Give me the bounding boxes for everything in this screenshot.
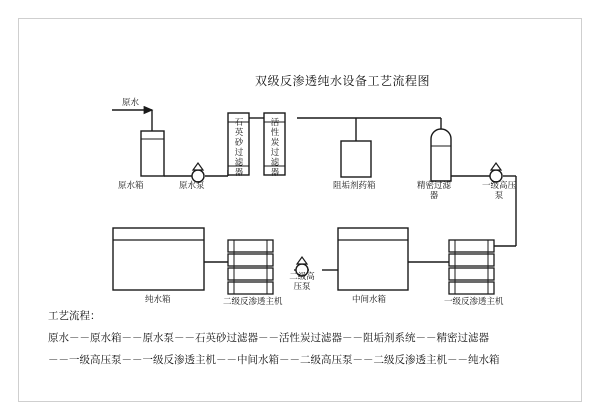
process-heading: 工艺流程：	[48, 310, 101, 322]
process-line-2: －－一级高压泵－－一级反渗透主机－－中间水箱－－二级高压泵－－二级反渗透主机－－纯水箱	[48, 354, 500, 366]
label-activated-carbon-filter: 活性炭过滤器	[270, 118, 280, 178]
first-stage-hp-pump-symbol	[490, 163, 502, 182]
label-second-stage-hp-pump: 二级高压泵	[289, 272, 315, 292]
first-stage-ro-unit-vessel	[449, 240, 494, 294]
second-stage-ro-unit-vessel	[228, 240, 273, 294]
inlet-label: 原水	[122, 98, 140, 108]
raw-water-pump-symbol	[192, 163, 204, 182]
label-scale-inhibitor-tank: 阻垢剂药箱	[333, 181, 376, 191]
intermediate-tank-vessel	[338, 228, 408, 290]
diagram-title: 双级反渗透纯水设备工艺流程图	[255, 74, 431, 88]
label-second-stage-ro-unit: 二级反渗透主机	[223, 297, 283, 307]
precision-filter-vessel	[431, 129, 451, 181]
label-quartz-sand-filter: 石英砂过滤器	[234, 118, 244, 178]
label-first-stage-ro-unit: 一级反渗透主机	[444, 297, 504, 307]
label-first-stage-hp-pump: 一级高压泵	[481, 181, 516, 201]
scale-inhibitor-tank-vessel	[341, 141, 371, 177]
raw-water-tank-vessel	[141, 131, 164, 176]
label-pure-water-tank: 纯水箱	[145, 295, 171, 305]
process-line-1: 原水－－原水箱－－原水泵－－石英砂过滤器－－活性炭过滤器－－阻垢剂系统－－精密过滤器	[48, 332, 489, 344]
label-raw-water-pump: 原水泵	[179, 181, 205, 191]
label-raw-water-tank: 原水箱	[118, 181, 144, 191]
label-precision-filter: 精密过滤器	[417, 181, 452, 201]
pure-water-tank-vessel	[113, 228, 204, 290]
label-intermediate-tank: 中间水箱	[352, 295, 387, 305]
